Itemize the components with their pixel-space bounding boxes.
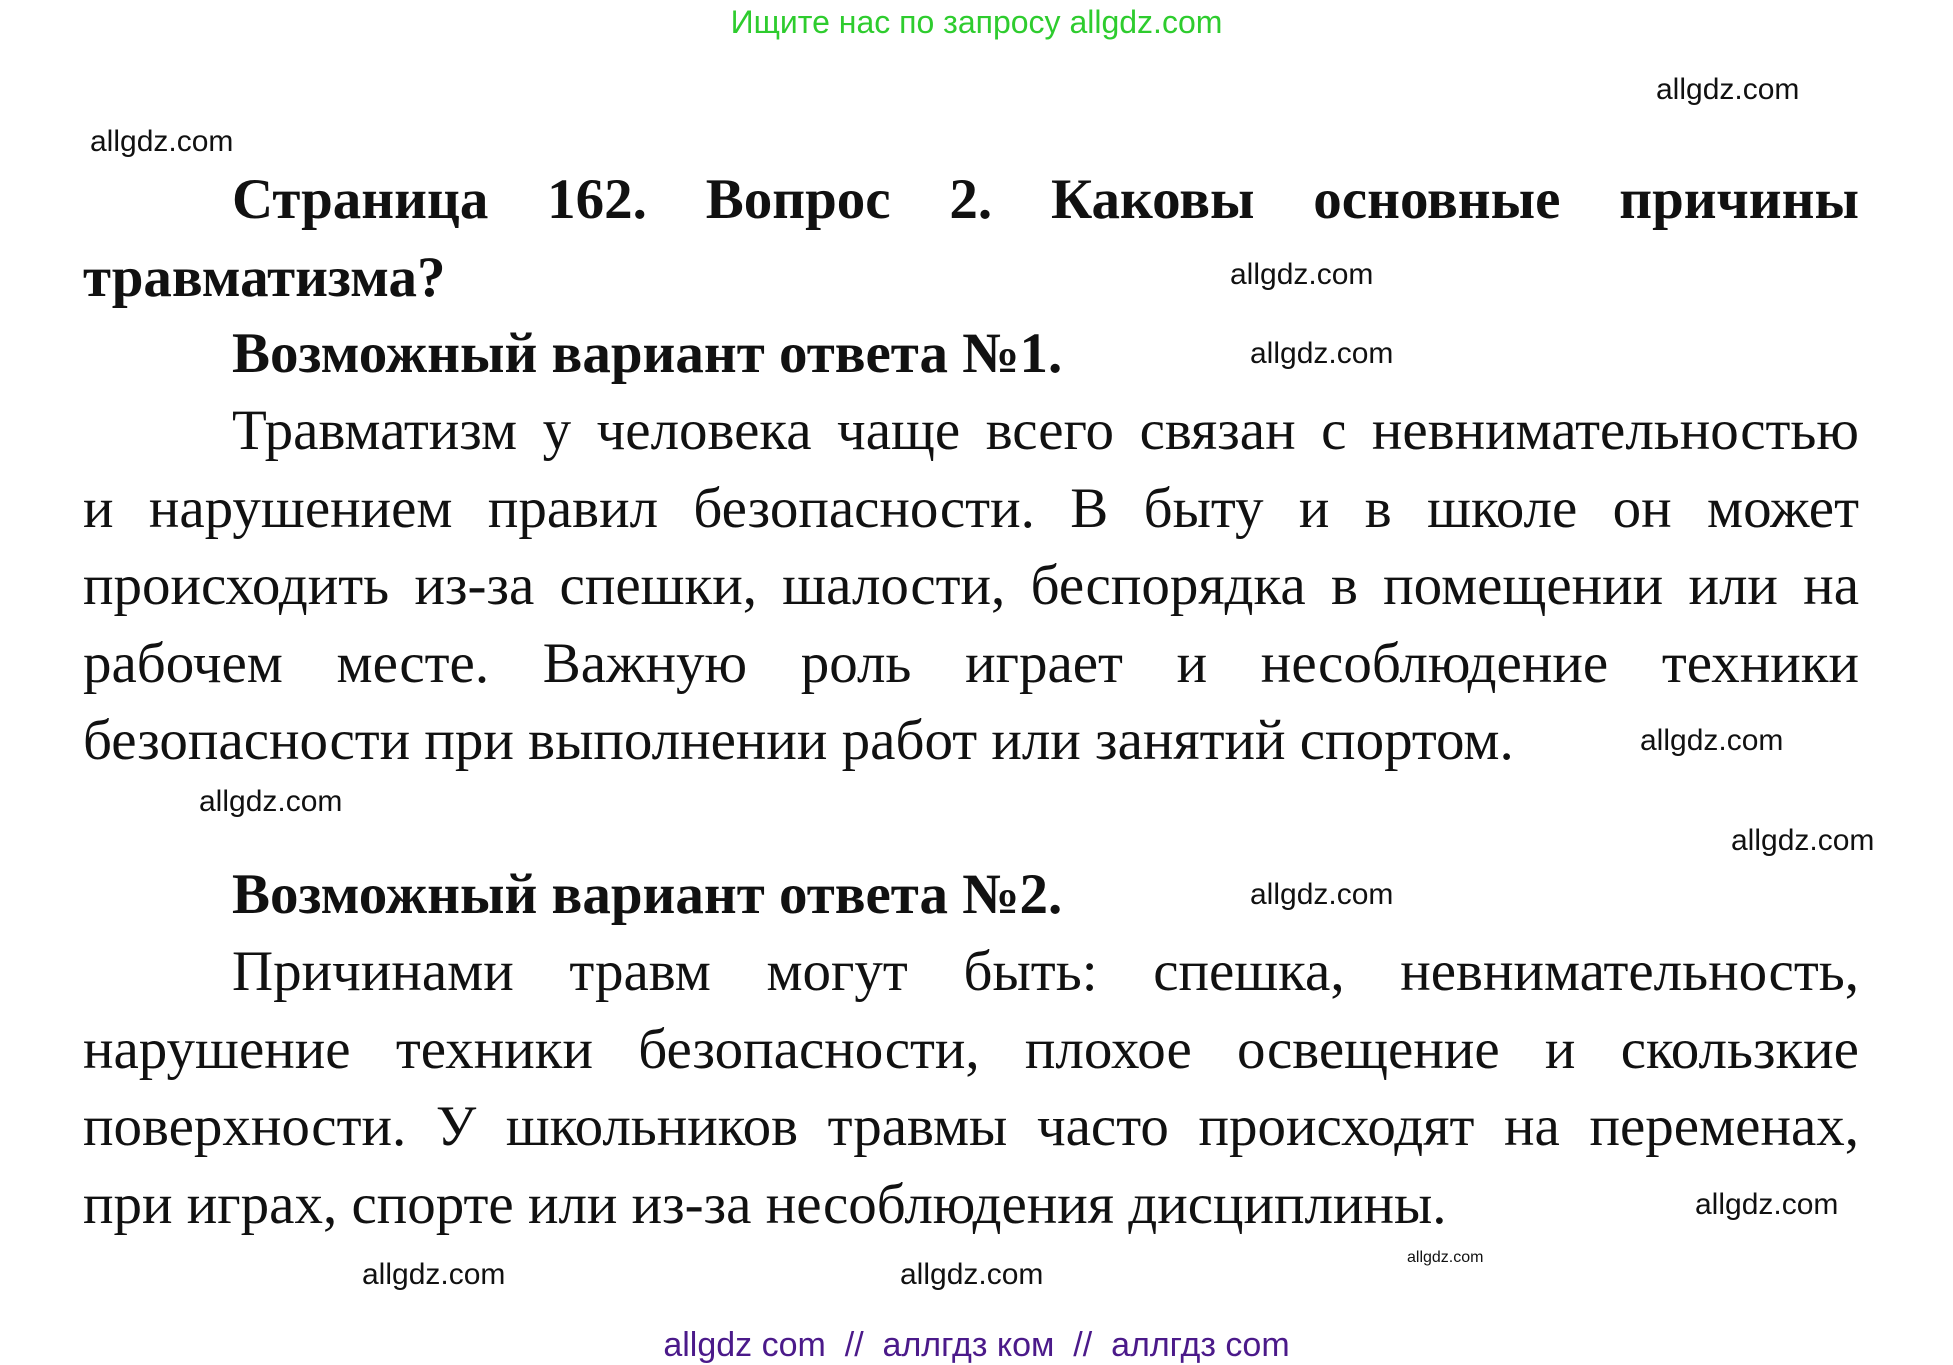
question-heading: [83, 169, 1859, 324]
watermark: allgdz.com: [90, 125, 234, 158]
watermark: allgdz.com: [1230, 258, 1374, 291]
watermark: allgdz.com: [1407, 1249, 1484, 1266]
footer-links[interactable]: allgdz com // аллгдз ком // аллгдз com: [663, 1326, 1290, 1364]
top-banner-link[interactable]: Ищите нас по запросу allgdz.com: [730, 4, 1223, 40]
watermark: allgdz.com: [199, 785, 343, 818]
watermark: allgdz.com: [1250, 337, 1394, 370]
watermark: allgdz.com: [1656, 73, 1800, 106]
question-line: Страница 162. Вопрос 2. Каковы основные причины: [232, 168, 1859, 231]
text-line: нарушение техники безопасности, плохое освещение и скользкие: [83, 1017, 1859, 1081]
answer2-paragraph: [83, 941, 1859, 1251]
watermark: allgdz.com: [362, 1258, 506, 1291]
text-line: Причинами травм могут быть: спешка, невнимательность,: [232, 940, 1859, 1003]
answer1-heading: [83, 323, 1859, 401]
question-line: травматизма?: [83, 245, 446, 309]
text-line: и нарушением правил безопасности. В быту и в школе он может: [83, 476, 1859, 540]
answer1-heading-text: Возможный вариант ответа №1.: [232, 322, 1063, 385]
answer1-paragraph: [83, 400, 1859, 788]
watermark: allgdz.com: [1731, 824, 1875, 857]
watermark: allgdz.com: [900, 1258, 1044, 1291]
answer2-heading: [83, 864, 1859, 942]
text-line: рабочем месте. Важную роль играет и несоблюдение техники: [83, 631, 1859, 695]
text-line: безопасности при выполнении работ или занятий спортом.: [83, 709, 1514, 772]
text-line: Травматизм у человека чаще всего связан с невнимательностью: [232, 399, 1859, 462]
text-line: поверхности. У школьников травмы часто происходят на переменах,: [83, 1095, 1859, 1158]
watermark: allgdz.com: [1695, 1188, 1839, 1221]
text-line: происходить из-за спешки, шалости, беспорядка в помещении или на: [83, 554, 1859, 617]
watermark: allgdz.com: [1640, 724, 1784, 757]
watermark: allgdz.com: [1250, 878, 1394, 911]
text-line: при играх, спорте или из-за несоблюдения дисциплины.: [83, 1172, 1447, 1236]
answer2-heading-text: Возможный вариант ответа №2.: [232, 863, 1063, 926]
